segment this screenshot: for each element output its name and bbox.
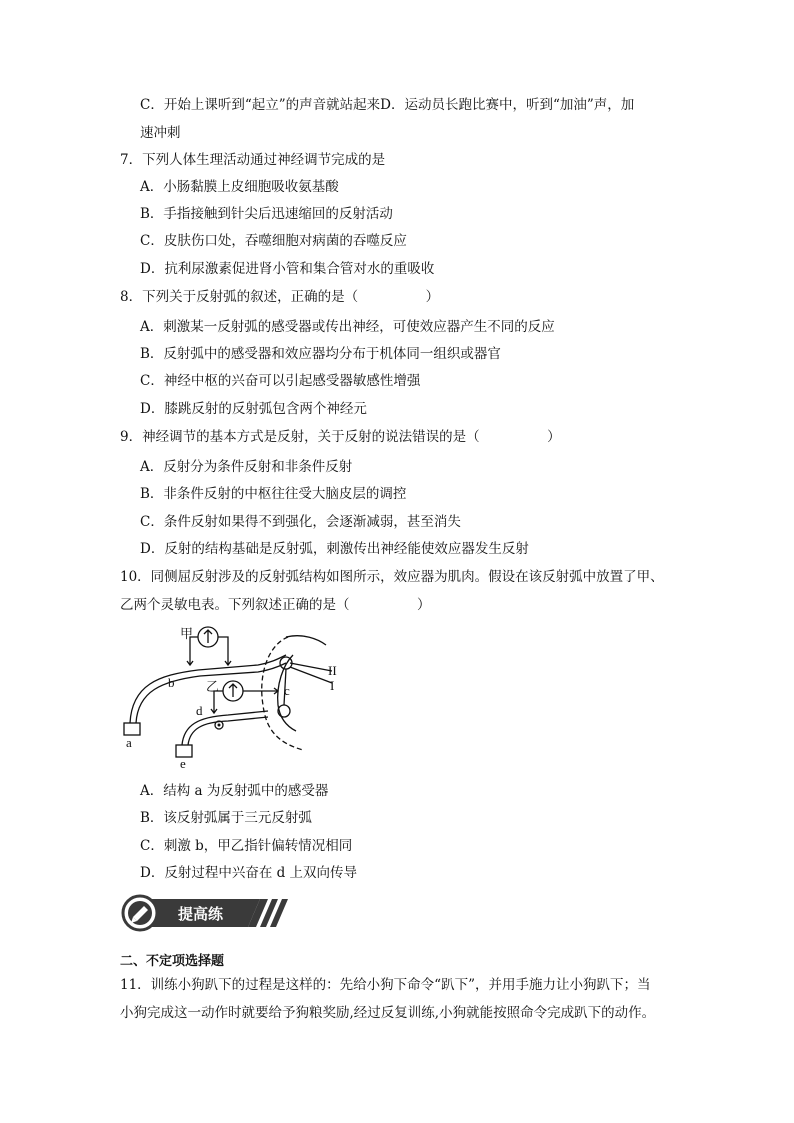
figure-label-I: I	[330, 678, 335, 693]
q9-option-d: D．反射的结构基础是反射弧，刺激传出神经能使效应器发生反射	[140, 541, 529, 557]
banner-label: 提高练	[178, 905, 224, 923]
figure-label-a: a	[126, 735, 132, 750]
q10-stem-line2: 乙两个灵敏电表。下列叙述正确的是（ ）	[120, 597, 431, 613]
q8-stem: 8．下列关于反射弧的叙述，正确的是（ ）	[120, 289, 440, 305]
q9-stem: 9．神经调节的基本方式是反射，关于反射的说法错误的是（ ）	[120, 429, 561, 445]
q9-option-c: C．条件反射如果得不到强化，会逐渐减弱，甚至消失	[140, 514, 461, 530]
q7-option-a: A．小肠黏膜上皮细胞吸收氨基酸	[140, 179, 339, 195]
q10-option-b: B．该反射弧属于三元反射弧	[140, 810, 312, 826]
q6-option-c-line2: 速冲刺	[140, 125, 181, 141]
q7-option-c: C．皮肤伤口处，吞噬细胞对病菌的吞噬反应	[140, 233, 407, 249]
q9-option-b: B．非条件反射的中枢往往受大脑皮层的调控	[140, 486, 407, 502]
q8-option-b: B．反射弧中的感受器和效应器均分布于机体同一组织或器官	[140, 346, 501, 362]
q8-option-c: C．神经中枢的兴奋可以引起感受器敏感性增强	[140, 373, 421, 389]
figure-label-d: d	[196, 703, 203, 718]
q10-stem-line1: 10．同侧屈反射涉及的反射弧结构如图所示，效应器为肌肉。假设在该反射弧中放置了甲、	[120, 569, 664, 585]
figure-label-II: II	[328, 663, 337, 678]
q9-option-a: A．反射分为条件反射和非条件反射	[140, 459, 353, 475]
q7-stem: 7．下列人体生理活动通过神经调节完成的是	[120, 152, 386, 168]
q6-option-c-line1: C．开始上课听到“起立”的声音就站起来D．运动员长跑比赛中，听到“加油”声，加	[140, 97, 635, 113]
q7-option-b: B．手指接触到针尖后迅速缩回的反射活动	[140, 206, 393, 222]
q10-option-d: D．反射过程中兴奋在 d 上双向传导	[140, 865, 358, 881]
q7-option-d: D．抗利尿激素促进肾小管和集合管对水的重吸收	[140, 261, 435, 277]
figure-label-jia: 甲	[180, 626, 194, 641]
q10-option-c: C．刺激 b，甲乙指针偏转情况相同	[140, 838, 353, 854]
figure-label-c: c	[284, 683, 290, 698]
q8-option-d: D．膝跳反射的反射弧包含两个神经元	[140, 401, 367, 417]
section-banner	[120, 893, 290, 933]
figure-label-e: e	[180, 756, 186, 770]
reflex-arc-figure	[118, 625, 348, 770]
q11-line1: 11．训练小狗趴下的过程是这样的：先给小狗下命令“趴下”，并用手施力让小狗趴下；当	[120, 977, 651, 993]
figure-label-yi: 乙	[206, 679, 220, 694]
q10-option-a: A．结构 a 为反射弧中的感受器	[140, 783, 329, 799]
q11-line2: 小狗完成这一动作时就要给予狗粮奖励,经过反复训练,小狗就能按照命令完成趴下的动作。	[120, 1005, 656, 1021]
figure-label-b: b	[168, 675, 175, 690]
q8-option-a: A．刺激某一反射弧的感受器或传出神经，可使效应器产生不同的反应	[140, 319, 555, 335]
section-title: 二、不定项选择题	[120, 954, 225, 969]
